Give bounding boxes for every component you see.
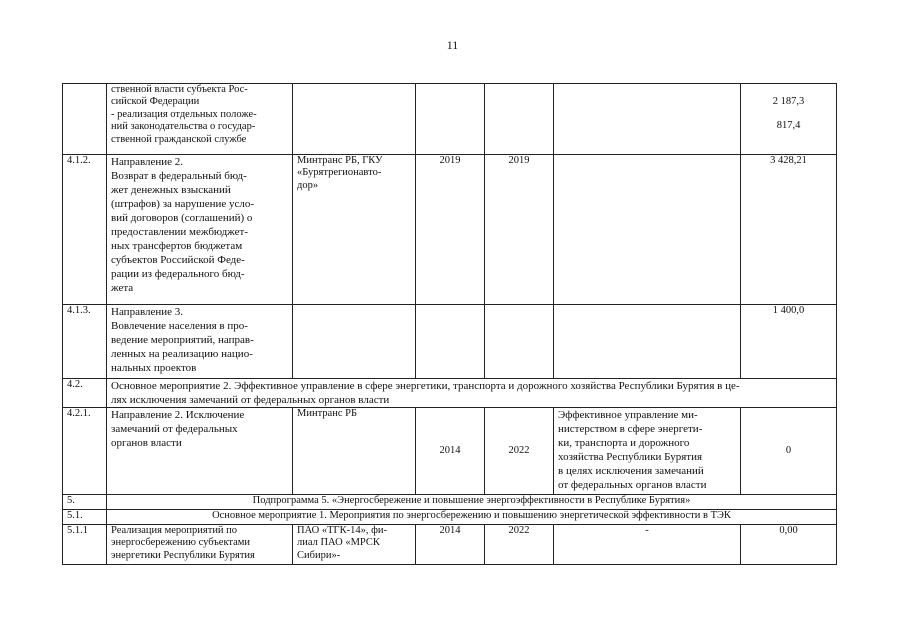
cell-end: 2019	[485, 155, 554, 305]
cell-end: 2022	[485, 408, 554, 495]
cell-num: 4.1.3.	[63, 305, 107, 379]
program-table	[62, 83, 837, 565]
cell-amount: 1 400,0	[741, 305, 837, 379]
cell-result	[554, 84, 741, 155]
cell-name: Направление 2. Возврат в федеральный бюд- жет денежных взысканий (штрафов) за нарушение усло- вий договоров (соглашений) о предоставлении межбюджет- ных трансфертов бюджетам субъектов Российской Феде- рации из федерального бюд- жета	[107, 155, 293, 305]
cell-main-activity: Основное мероприятие 1. Мероприятия по энергосбережению и повышению энергетической эффективности в ТЭК	[107, 510, 837, 525]
cell-num: 4.2.	[63, 379, 107, 408]
cell-end	[485, 84, 554, 155]
cell-start	[416, 305, 485, 379]
cell-name: Направление 3. Вовлечение населения в про- ведение мероприятий, направ- ленных на реализацию нацио- нальных проектов	[107, 305, 293, 379]
table-row-4-2-1	[63, 408, 837, 495]
cell-result	[554, 305, 741, 379]
table-row-5	[63, 495, 837, 510]
table-row-4-1-2	[63, 155, 837, 305]
cell-amount: 0	[741, 408, 837, 495]
cell-executor: ПАО «ТГК-14», фи- лиал ПАО «МРСК Сибири»-	[293, 525, 416, 565]
amount-value: 2 187,3	[772, 96, 805, 107]
table-row-continuation	[63, 84, 837, 155]
cell-end: 2022	[485, 525, 554, 565]
table-row-4-2	[63, 379, 837, 408]
cell-num: 4.2.1.	[63, 408, 107, 495]
cell-name: Реализация мероприятий по энергосбережению субъектами энергетики Республики Бурятия	[107, 525, 293, 565]
table-row-5-1-1	[63, 525, 837, 565]
cell-start	[416, 84, 485, 155]
cell-amount	[741, 84, 837, 155]
cell-end	[485, 305, 554, 379]
cell-name: Направление 2. Исключение замечаний от федеральных органов власти	[107, 408, 293, 495]
cell-start: 2014	[416, 525, 485, 565]
cell-main-activity: Основное мероприятие 2. Эффективное управление в сфере энергетики, транспорта и дорожного хозяйства Республики Бурятия в це- лях исключения замечаний от федеральных органов власти	[107, 379, 837, 408]
cell-num: 4.1.2.	[63, 155, 107, 305]
cell-result	[554, 155, 741, 305]
cell-result: -	[554, 525, 741, 565]
cell-start: 2014	[416, 408, 485, 495]
cell-executor	[293, 84, 416, 155]
cell-num: 5.1.	[63, 510, 107, 525]
cell-amount: 0,00	[741, 525, 837, 565]
cell-executor: Минтранс РБ	[293, 408, 416, 495]
cell-name: ственной власти субъекта Рос- сийской Федерации - реализация отдельных положе- ний законодательства о государ- ственной гражданской службе	[107, 84, 293, 155]
cell-num: 5.	[63, 495, 107, 510]
cell-num: 5.1.1	[63, 525, 107, 565]
page-number: 11	[446, 38, 459, 52]
cell-start: 2019	[416, 155, 485, 305]
cell-subprogram: Подпрограмма 5. «Энергосбережение и повышение энергоэффективности в Республике Бурятия»	[107, 495, 837, 510]
table-row-4-1-3	[63, 305, 837, 379]
cell-executor: Минтранс РБ, ГКУ «Бурятрегионавто- дор»	[293, 155, 416, 305]
amount-value: 817,4	[776, 120, 801, 132]
cell-result: Эффективное управление ми- нистерством в сфере энергети- ки, транспорта и дорожного хозяйства Республики Бурятия в целях исключения замечаний от федеральных органов власти	[554, 408, 741, 495]
cell-executor	[293, 305, 416, 379]
cell-amount: 3 428,21	[741, 155, 837, 305]
cell-num	[63, 84, 107, 155]
table-row-5-1	[63, 510, 837, 525]
